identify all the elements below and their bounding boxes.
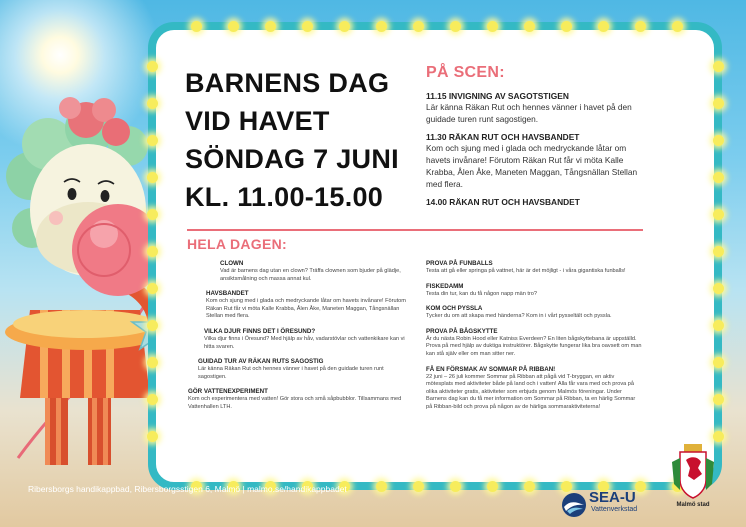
malmo-stad-logo [668, 440, 718, 516]
stage-item [426, 132, 644, 190]
stage-program [426, 84, 644, 207]
marquee-bulb [147, 172, 158, 183]
marquee-bulb [147, 283, 158, 294]
activity-title: PROVA PÅ BÅGSKYTTE [426, 327, 498, 335]
marquee-bulb [598, 21, 609, 32]
activity-title: GÖR VATTENEXPERIMENT [188, 388, 268, 396]
activity-item [188, 388, 412, 411]
marquee-bulb [191, 21, 202, 32]
marquee-bulb [376, 481, 387, 492]
activity-body: Tycker du om att skapa med händerna? Kom in i vårt pysseltält och pyssla. [426, 313, 612, 320]
activity-title: CLOWN [220, 260, 244, 267]
marquee-bulb [672, 21, 683, 32]
title-line: SÖNDAG 7 JUNI [185, 144, 399, 174]
marquee-bulb [635, 21, 646, 32]
activity-title: VILKA DJUR FINNS DET I ÖRESUND? [204, 327, 316, 335]
sea-u-logo [561, 489, 665, 521]
title-line: VID HAVET [185, 106, 330, 136]
activity-title: HAVSBANDET [206, 290, 249, 298]
stage-item-title: 14.00 RÄKAN RUT OCH HAVSBANDET [426, 197, 580, 207]
marquee-bulb [713, 394, 724, 405]
marquee-bulb [147, 320, 158, 331]
activity-body: Testa din tur, kan du få någon napp män tro? [426, 290, 538, 297]
activity-item [188, 328, 412, 351]
malmo-stad-label: Malmö stad [676, 502, 710, 508]
sea-u-name: SEA-U [589, 489, 636, 506]
stage-item [426, 197, 644, 207]
stage-item-title: 11.15 INVIGNING AV SAGOTSTIGEN [426, 91, 569, 101]
activity-body: Kom och sjung med i glada och medryckande låtar om havets invånare! Förutom Räkan Rut får vi möta Kalle Krabba, Ålen Åke, Maneten Maggan, Tångsnällan Stellan med flera. [206, 298, 406, 320]
marquee-bulb [147, 246, 158, 257]
activity-item [426, 305, 642, 321]
hela-dagen-heading: HELA DAGEN: [187, 236, 288, 252]
stage-item-title: 11.30 RÄKAN RUT OCH HAVSBANDET [426, 132, 580, 142]
activity-body: Vad är barnens dag utan en clown? Träffa clownen som bjuder på glädje, ansiktsmålning och massa annat kul. [220, 268, 401, 282]
activity-title: KOM OCH PYSSLA [426, 305, 483, 313]
marquee-bulb [339, 21, 350, 32]
marquee-bulb [713, 98, 724, 109]
pa-scen-heading: PÅ SCEN: [426, 64, 505, 81]
activity-body: Vilka djur finns i Öresund? Med hjälp av håv, vadarstövlar och vattenkikare kan vi hitta svaren. [204, 335, 405, 350]
marquee-bulb [487, 21, 498, 32]
sea-u-wave-icon [561, 492, 587, 518]
marquee-bulb [147, 98, 158, 109]
sea-u-subtitle: Vattenverkstad [591, 506, 638, 513]
marquee-bulb [713, 135, 724, 146]
activity-body: Kom och experimentera med vatten! Gör stora och små såpbubblor. Tillsammans med Vattenhallen LTH. [188, 396, 402, 410]
marquee-bulb [713, 61, 724, 72]
marquee-bulb [302, 21, 313, 32]
marquee-bulb [147, 394, 158, 405]
marquee-bulb [713, 283, 724, 294]
activities-right [426, 260, 642, 419]
marquee-bulb [487, 481, 498, 492]
activity-body: Är du nästa Robin Hood eller Katniss Everdeen? En liten bågskyttebana är uppställd. Prova på med hjälp av duktiga instruktörer. Bågskytte fungerar lika bra oavsett om man kan stå själv eller om man sitter ner. [426, 335, 642, 357]
activity-item [188, 358, 412, 381]
activity-body: 22 juni – 26 juli kommer Sommar på Ribban att pågå vid T-bryggan, en aktiv mötesplats med aktiviteter både på land och i vatten! Alla får vara med och prova på olika aktiviteter gratis, aktiviteter som erbjuds genom Malmös föreningar. Under Barnens dag kan du få mer information om Sommar på Ribban, ta en härlig Sommar på Ribban-bild och prova på någon av de härliga sommaraktiviteterna! [426, 373, 636, 410]
activity-title: FISKEDAMM [426, 282, 464, 290]
marquee-bulb [524, 481, 535, 492]
marquee-bulb [713, 172, 724, 183]
malmo-griffin-crest-icon [668, 440, 718, 500]
marquee-bulb [376, 21, 387, 32]
activity-title: GUIDAD TUR AV RÄKAN RUTS SAGOSTIG [198, 358, 324, 366]
marquee-bulb [713, 320, 724, 331]
title-line: KL. 11.00-15.00 [185, 182, 384, 212]
stage-item-body: Kom och sjung med i glada och medryckande låtar om havets invånare! Förutom Räkan Rut får vi möta Kalle Krabba, Ålen Åke, Maneten Maggan, Tångsnällan Stellan med flera. [426, 143, 638, 189]
activity-item [188, 260, 412, 283]
section-divider [187, 229, 643, 231]
marquee-bulb [413, 21, 424, 32]
stage-item-body: Lär känna Räkan Rut och hennes vänner i havet på den guidade turen runt sagostigen. [426, 102, 632, 124]
activity-item [426, 328, 642, 359]
activity-body: Testa att gå eller springa på vattnet, här är det möjligt - i våra gigantiska funballs! [426, 268, 626, 274]
marquee-bulb [228, 21, 239, 32]
marquee-bulb [147, 357, 158, 368]
marquee-bulb [147, 61, 158, 72]
marquee-bulb [561, 21, 572, 32]
activity-title: PROVA PÅ FUNBALLS [426, 260, 493, 267]
title-line: BARNENS DAG [185, 68, 390, 98]
marquee-bulb [713, 246, 724, 257]
activity-body: Lär känna Räkan Rut och hennes vänner i havet på den guidade turen runt sagostigen. [198, 366, 384, 380]
marquee-bulb [450, 481, 461, 492]
activity-title: FÅ EN FÖRSMAK AV SOMMAR PÅ RIBBAN! [426, 365, 556, 373]
marquee-bulb [713, 357, 724, 368]
stage-item [426, 91, 644, 125]
footer-address: Ribersborgs handikappbad, Ribersborgsstigen 6, Malmö | malmo.se/handikappbadet [28, 484, 347, 494]
marquee-bulb [413, 481, 424, 492]
marquee-bulb [147, 135, 158, 146]
marquee-bulb [450, 21, 461, 32]
event-title [185, 64, 399, 216]
activity-item [426, 283, 642, 299]
marquee-bulb [147, 209, 158, 220]
marquee-bulb [524, 21, 535, 32]
marquee-bulb [713, 209, 724, 220]
marquee-bulb [265, 21, 276, 32]
activity-item [426, 366, 642, 412]
marquee-bulb [147, 431, 158, 442]
activity-item [188, 290, 412, 321]
activities-left [188, 260, 412, 419]
activity-item [426, 260, 642, 276]
